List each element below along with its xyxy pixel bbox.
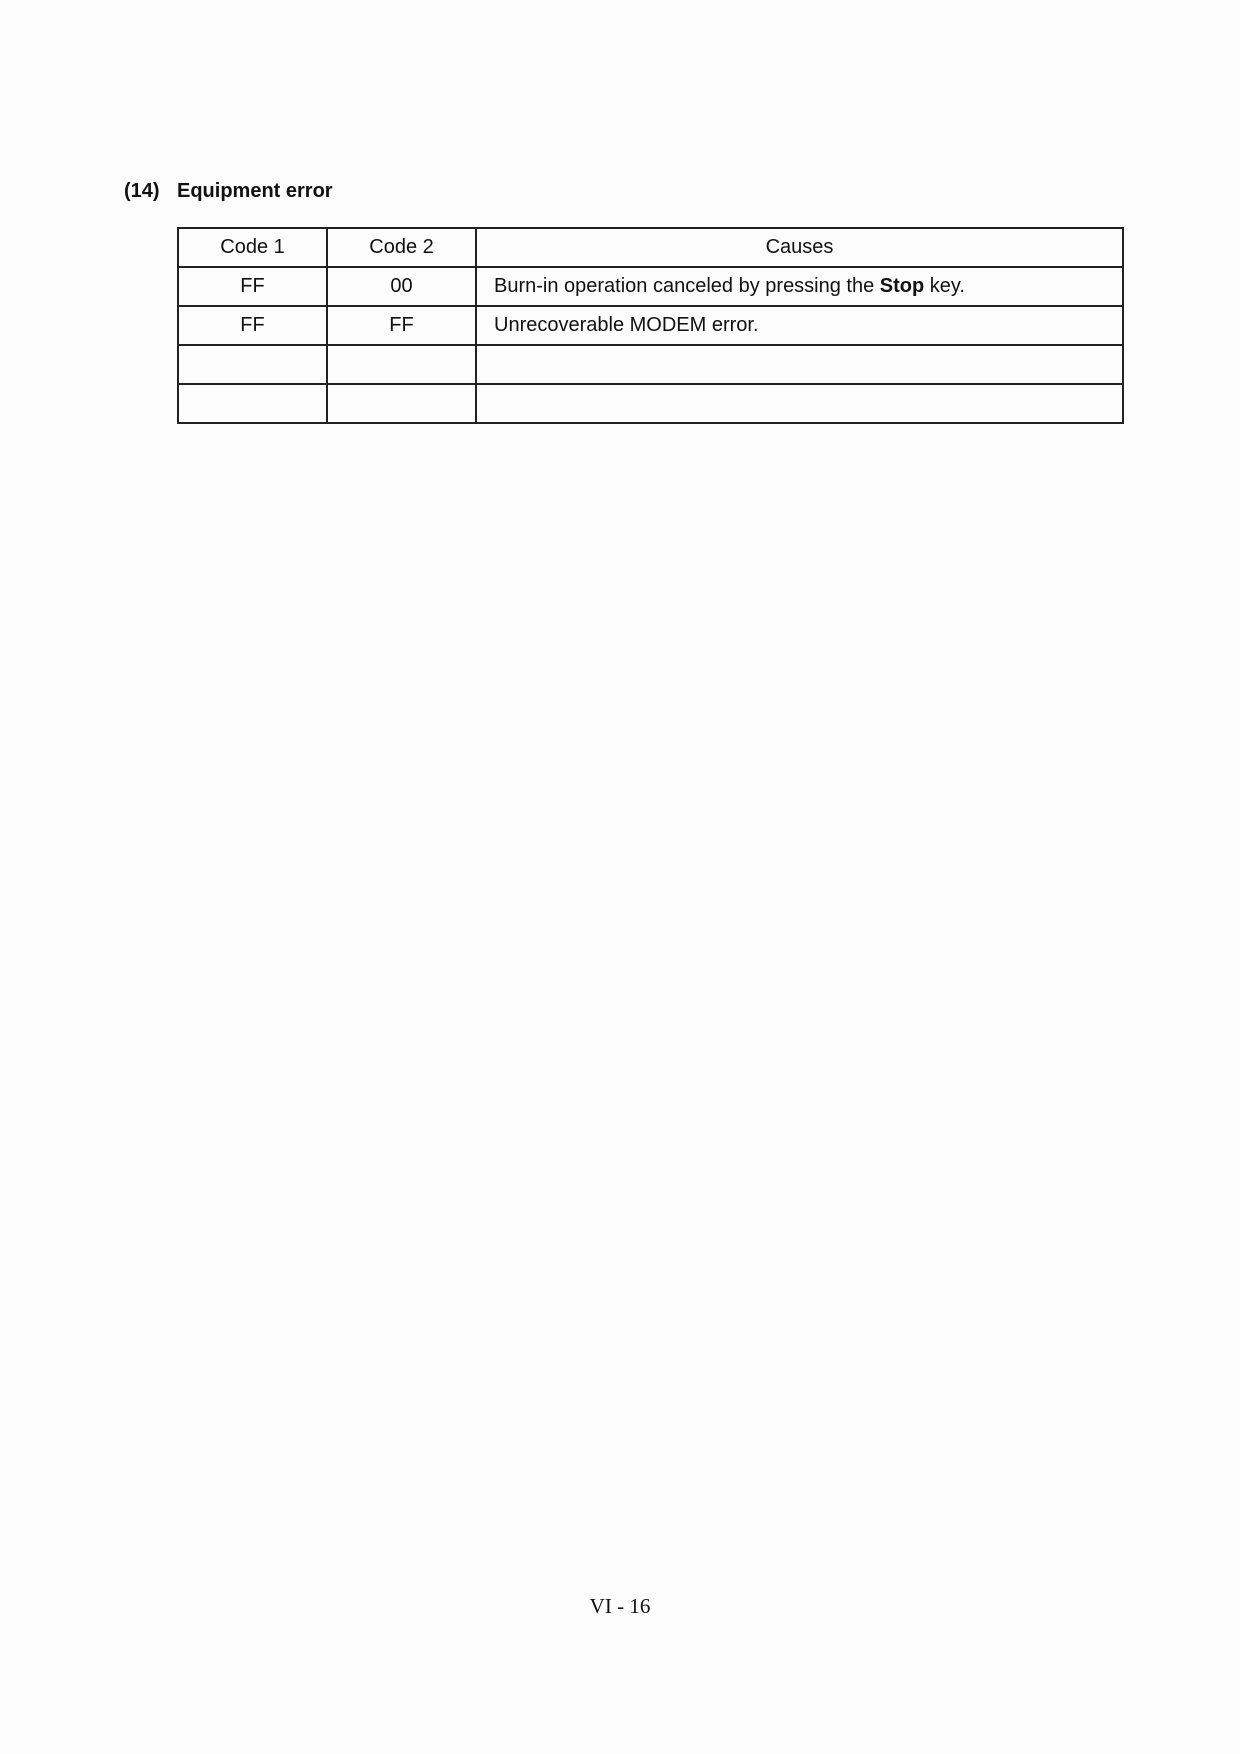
code2-cell	[327, 384, 476, 423]
cause-text-end: key.	[924, 275, 965, 297]
cause-cell	[476, 345, 1123, 384]
code2-cell: FF	[327, 306, 476, 345]
code1-cell: FF	[178, 306, 327, 345]
column-header-code2: Code 2	[327, 228, 476, 267]
cause-key-name: Stop	[879, 275, 925, 297]
cause-cell	[476, 267, 1123, 306]
table-header-row	[178, 228, 1123, 267]
code1-cell: FF	[178, 267, 327, 306]
cause-text: Unrecoverable MODEM error.	[494, 314, 759, 336]
code2-cell: 00	[327, 267, 476, 306]
cause-cell	[476, 384, 1123, 423]
table-row	[178, 306, 1123, 345]
cause-cell	[476, 306, 1123, 345]
table-row	[178, 384, 1123, 423]
code2-cell	[327, 345, 476, 384]
section-title: Equipment error	[177, 180, 333, 202]
code1-cell	[178, 384, 327, 423]
table-row	[178, 267, 1123, 306]
column-header-causes: Causes	[476, 228, 1123, 267]
page-number: VI - 16	[589, 1594, 651, 1618]
equipment-error-table	[177, 227, 1124, 424]
column-header-code1: Code 1	[178, 228, 327, 267]
cause-text: Burn-in operation canceled by pressing the	[494, 275, 880, 297]
section-number: (14)	[124, 180, 160, 202]
code1-cell	[178, 345, 327, 384]
section-heading	[124, 180, 333, 203]
table-row	[178, 345, 1123, 384]
